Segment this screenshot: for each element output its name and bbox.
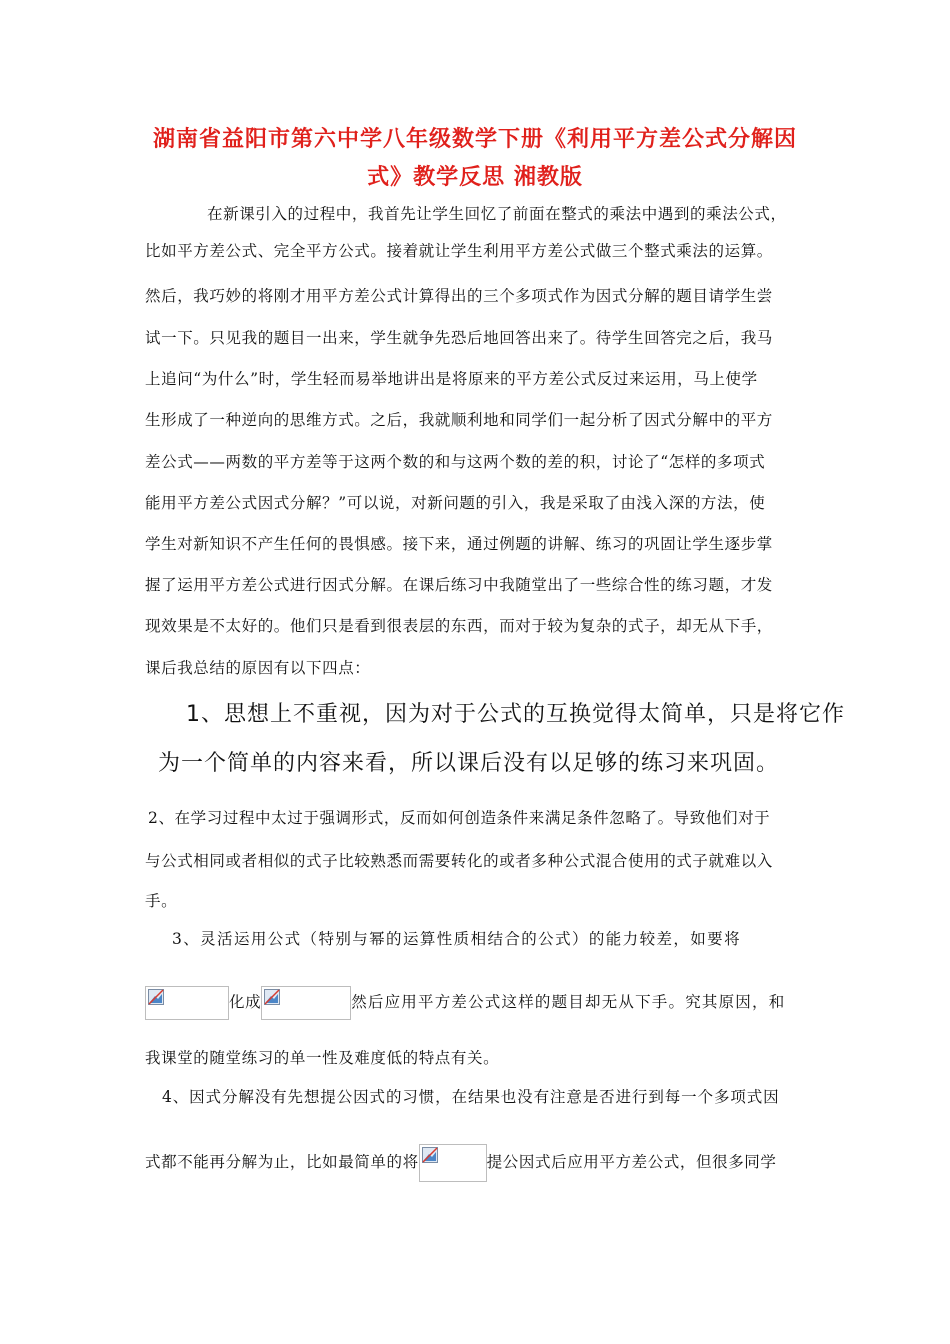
paragraph1-line: 学生对新知识不产生任何的畏惧感。接下来，通过例题的讲解、练习的巩固让学生逐步掌 [145,535,773,553]
paragraph1-line: 比如平方差公式、完全平方公式。接着就让学生利用平方差公式做三个整式乘法的运算。 [145,242,773,260]
point2-line: 手。 [145,892,178,910]
point1-line: 为一个简单的内容来看，所以课后没有以足够的练习来巩固。 [158,751,780,776]
paragraph1-line: 上追问“为什么”时，学生轻而易举地讲出是将原来的平方差公式反过来运用，马上使学 [145,370,758,388]
point4-line: 4、因式分解没有先想提公因式的习惯，在结果也没有注意是否进行到每一个多项式因 [162,1088,780,1106]
point1-line: 1、思想上不重视，因为对于公式的互换觉得太简单，只是将它作 [186,702,845,727]
point3-line: 我课堂的随堂练习的单一性及难度低的特点有关。 [145,1049,500,1067]
title-line-2: 式》教学反思 湘教版 [367,164,583,190]
paragraph1-line: 握了运用平方差公式进行因式分解。在课后练习中我随堂出了一些综合性的练习题，才发 [145,576,773,594]
paragraph1-line: 然后，我巧妙的将刚才用平方差公式计算得出的三个多项式作为因式分解的题目请学生尝 [145,287,773,305]
point3-between-text: 化成 [229,993,262,1011]
paragraph1-line: 现效果是不太好的。他们只是看到很表层的东西，而对于较为复杂的式子，却无从下手， [145,617,773,635]
paragraph1-line: 差公式——两数的平方差等于这两个数的和与这两个数的差的积，讨论了“怎样的多项式 [145,453,766,471]
point3-formula-line [145,986,785,1020]
paragraph1-line: 试一下。只见我的题目一出来，学生就争先恐后地回答出来了。待学生回答完之后，我马 [145,329,773,347]
point2-line: 2、在学习过程中太过于强调形式，反而如何创造条件来满足条件忽略了。导致他们对于 [148,809,771,827]
paragraph1-line: 能用平方差公式因式分解？”可以说，对新问题的引入，我是采取了由浅入深的方法，使 [145,494,766,512]
broken-image-icon [422,1147,438,1163]
point3-line: 3、灵活运用公式（特别与幂的运算性质相结合的公式）的能力较差，如要将 [172,930,741,948]
title-line-1: 湖南省益阳市第六中学八年级数学下册《利用平方差公式分解因 [152,126,797,152]
paragraph1-line: 课后我总结的原因有以下四点： [145,659,371,677]
broken-image-icon [148,989,164,1005]
point4-before-text: 式都不能再分解为止，比如最简单的将 [145,1153,419,1171]
formula-image [145,986,229,1020]
formula-image [419,1144,487,1182]
point2-line: 与公式相同或者相似的式子比较熟悉而需要转化的或者多种公式混合使用的式子就难以入 [145,852,773,870]
broken-image-icon [264,989,280,1005]
formula-image [261,986,351,1020]
point4-formula-line [145,1144,777,1182]
point4-after-text: 提公因式后应用平方差公式，但很多同学 [486,1153,777,1171]
paragraph1-line: 在新课引入的过程中，我首先让学生回忆了前面在整式的乘法中遇到的乘法公式， [207,205,787,223]
paragraph1-line: 生形成了一种逆向的思维方式。之后，我就顺利地和同学们一起分析了因式分解中的平方 [145,411,773,429]
point3-after-text: 然后应用平方差公式这样的题目却无从下手。究其原因，和 [351,993,786,1011]
